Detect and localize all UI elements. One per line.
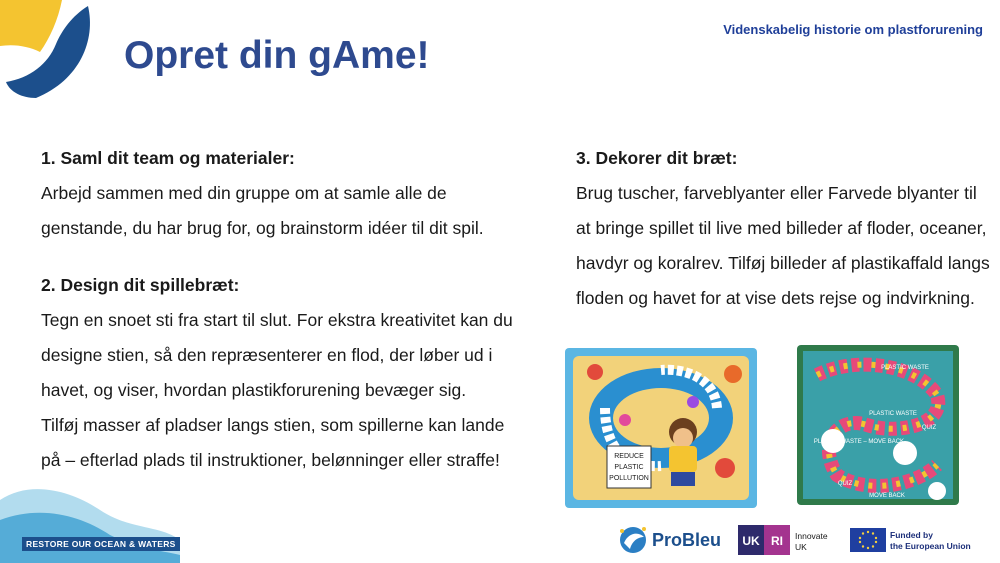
left-column xyxy=(41,141,521,478)
sign-line-3: POLLUTION xyxy=(609,475,649,482)
board-illustration-child xyxy=(565,348,757,508)
probleu-icon xyxy=(616,523,650,557)
step1-body: Arbejd sammen med din gruppe om at samle alle de genstande, du har brug for, og brainstorm idéer til dit spil. xyxy=(41,183,484,238)
ukri-logo xyxy=(738,520,838,560)
eu-line-2: the European Union xyxy=(890,541,971,551)
ukri-line-2: UK xyxy=(795,542,807,552)
board2-label-4: QUIZ xyxy=(921,425,937,431)
step2-body-extra: Tilføj masser af pladser langs stien, som spillerne kan lande på – efterlad plads til instruktioner, belønninger eller straffe! xyxy=(41,415,505,470)
eu-text xyxy=(890,530,971,552)
ukri-icon xyxy=(738,525,790,555)
board2-label-3: PLASTIC WASTE – MOVE BACK xyxy=(813,439,905,445)
svg-text:UK: UK xyxy=(742,534,760,548)
eu-flag-icon xyxy=(850,528,886,552)
ukri-text xyxy=(795,531,828,553)
header-tagline: Videnskabelig historie om plastforurening xyxy=(723,22,983,37)
probleu-text: ProBleu xyxy=(652,530,722,550)
eu-line-1: Funded by xyxy=(890,530,933,540)
board-illustration-game xyxy=(797,345,959,505)
page-title: Opret din gAme! xyxy=(124,34,430,77)
probleu-logo xyxy=(616,520,728,560)
eu-funding-logo xyxy=(850,520,980,560)
sign-line-2: PLASTIC xyxy=(614,464,644,471)
restore-ocean-label: RESTORE OUR OCEAN & WATERS xyxy=(22,537,180,551)
ukri-line-1: Innovate xyxy=(795,531,828,541)
step1-heading: 1. Saml dit team og materialer: xyxy=(41,148,295,168)
sign-line-1: REDUCE xyxy=(614,453,644,460)
board2-label-6: MOVE BACK xyxy=(869,493,905,499)
step3-body: Brug tuscher, farveblyanter eller Farvede blyanter til at bringe spillet til live med billeder af floder, oceaner, havdyr og koralrev. Tilføj billeder af plastikaffald langs floden og havet for at vise dets rejse og indvirkning. xyxy=(576,183,990,308)
step2-heading: 2. Design dit spillebræt: xyxy=(41,275,240,295)
board2-label-1: PLASTIC WASTE xyxy=(881,365,929,371)
board2-label-2: PLASTIC WASTE xyxy=(869,411,917,417)
step2-body: Tegn en snoet sti fra start til slut. For ekstra kreativitet kan du designe stien, så den repræsenterer en flod, der løber ud i havet, og viser, hvordan plastikforurening bevæger sig. xyxy=(41,310,513,400)
step3-heading: 3. Dekorer dit bræt: xyxy=(576,148,738,168)
board2-label-5: QUIZ xyxy=(837,481,853,487)
svg-text:RI: RI xyxy=(771,534,783,548)
brand-logo-icon xyxy=(0,0,100,100)
right-column xyxy=(576,141,996,316)
